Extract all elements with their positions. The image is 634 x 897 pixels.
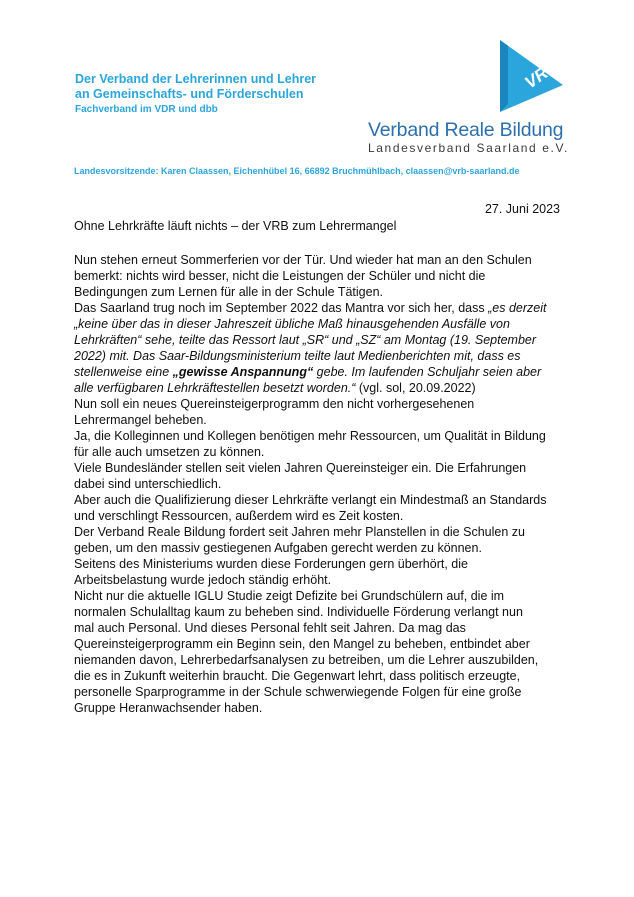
text-line: Bedingungen zum Lernen für alle in der Schule Tätigen. <box>74 285 384 299</box>
quote-emphasis: „gewisse Anspannung“ <box>172 365 314 379</box>
association-line-3: Fachverband im VDR und dbb <box>75 104 218 115</box>
quote-fragment: „es derzeit <box>488 301 547 315</box>
quote-line: 2022) mit. Das Saar-Bildungsministerium teilte laut Medienberichten mit, dass es <box>74 349 521 363</box>
text-line: niemanden davon, Lehrerbedarfsanalysen zu betreiben, um die Lehrer auszubilden, <box>74 653 539 667</box>
text-line: die es in Zukunft weiterhin braucht. Die Gegenwart lehrt, dass politisch erzeugte, <box>74 669 521 683</box>
text-line: Seitens des Ministeriums wurden diese Forderungen gern überhört, die <box>74 557 468 571</box>
letter-date: 27. Juni 2023 <box>484 202 560 216</box>
text-line <box>74 380 574 396</box>
association-description <box>75 72 316 116</box>
quote-fragment: alle verfügbaren Lehrkräftestellen besetzt worden.“ <box>74 381 356 395</box>
text-line: personelle Sparprogramme in der Schule schwerwiegende Folgen für eine große <box>74 685 522 699</box>
text-line: Quereinsteigerprogramm ein Beginn sein, den Mangel zu beheben, entbindet aber <box>74 637 530 651</box>
text-line: Gruppe Heranwachsender haben. <box>74 701 263 715</box>
text-line: Nicht nur die aktuelle IGLU Studie zeigt Defizite bei Grundschülern auf, die im <box>74 589 505 603</box>
quote-line: Lehrkräften“ sehe, teilte das Ressort laut „SR“ und „SZ“ am Montag (19. September <box>74 333 537 347</box>
text-line: und verschlingt Ressourcen, außerdem wird es Zeit kosten. <box>74 509 404 523</box>
text-line: für alle auch umsetzen zu können. <box>74 445 265 459</box>
text-line: Lehrermangel beheben. <box>74 413 207 427</box>
text-line: dabei sind unterschiedlich. <box>74 477 222 491</box>
paragraph-quote <box>74 300 574 396</box>
organization-name: Verband Reale Bildung <box>368 119 564 141</box>
quote-fragment: stellenweise eine <box>74 365 173 379</box>
text-line: Aber auch die Qualifizierung dieser Lehrkräfte verlangt ein Mindestmaß an Standards <box>74 493 547 507</box>
letter-body <box>74 252 574 716</box>
citation: (vgl. sol, 20.09.2022) <box>355 381 476 395</box>
text-fragment: Das Saarland trug noch im September 2022 das Mantra vor sich her, dass <box>74 301 489 315</box>
vrb-logo-text: VRB <box>521 56 562 93</box>
text-line: normalen Schulalltag kaum zu beheben sind. Individuelle Förderung verlangt nun <box>74 605 523 619</box>
quote-line: „keine über das in dieser Jahreszeit übliche Maß hinausgehenden Ausfälle von <box>74 317 510 331</box>
letter-subject: Ohne Lehrkräfte läuft nichts – der VRB zum Lehrermangel <box>74 219 397 233</box>
paragraph-intro <box>74 252 574 300</box>
text-line <box>74 300 574 316</box>
text-line: geben, um den massiv gestiegenen Aufgaben gerecht werden zu können. <box>74 541 482 555</box>
text-line: bemerkt: nichts wird besser, nicht die Leistungen der Schüler und nicht die <box>74 269 486 283</box>
quote-line <box>74 364 574 380</box>
association-line-1: Der Verband der Lehrerinnen und Lehrer <box>75 72 317 86</box>
text-line: Viele Bundesländer stellen seit vielen Jahren Quereinsteiger ein. Die Erfahrungen <box>74 461 527 475</box>
text-line: Nun soll ein neues Quereinsteigerprogramm den nicht vorhergesehenen <box>74 397 475 411</box>
association-line-2: an Gemeinschafts- und Förderschulen <box>75 87 304 101</box>
paragraph-main <box>74 396 574 716</box>
text-line: Ja, die Kolleginnen und Kollegen benötigen mehr Ressourcen, um Qualität in Bildung <box>74 429 546 443</box>
vrb-logo <box>497 40 563 112</box>
contact-line: Landesvorsitzende: Karen Claassen, Eichenhübel 16, 66892 Bruchmühlbach, claassen@vrb-saarland.de <box>74 166 520 176</box>
text-line: Arbeitsbelastung wurde jedoch ständig erhöht. <box>74 573 332 587</box>
quote-fragment: gebe. Im laufenden Schuljahr seien aber <box>313 365 542 379</box>
organization-subtitle: Landesverband Saarland e.V. <box>368 141 569 155</box>
text-line: Der Verband Reale Bildung fordert seit Jahren mehr Planstellen in die Schulen zu <box>74 525 525 539</box>
text-line: Nun stehen erneut Sommerferien vor der Tür. Und wieder hat man an den Schulen <box>74 253 532 267</box>
text-line: mal auch Personal. Und dieses Personal fehlt seit Jahren. Da mag das <box>74 621 466 635</box>
